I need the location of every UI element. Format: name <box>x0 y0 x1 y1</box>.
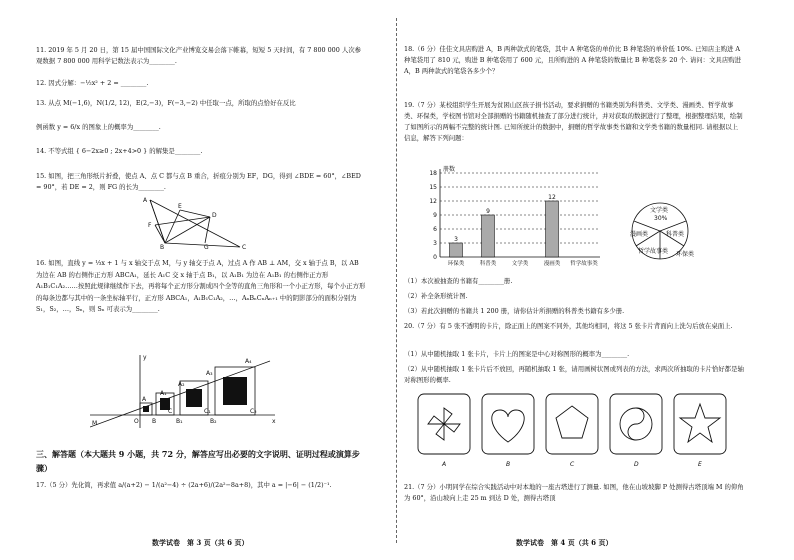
bar-chart-y-tick: 9 <box>433 212 437 219</box>
pie-chart <box>620 198 700 268</box>
question-13-line1: 13. 从点 M(−1,6)，N(1/2, 12)，E(2,−3)，F(−3,−2) 中任取一点，所取的点恰好在反比 <box>36 99 296 107</box>
question-15: 15. 如图，把三角形纸片折叠，使点 A、点 C 都与点 B 重合，折痕分别为 EF，DG，得到 ∠BDE = 60°，∠BED = 90°，若 DE = 2，则 FG 的长为________. <box>36 172 361 191</box>
fig15-label: D <box>212 212 217 219</box>
section-3-heading: 三、解答题（本大题共 9 小题，共 72 分，解答应写出必要的文字说明、证明过程或演算步骤） <box>36 449 360 473</box>
pie-label: 漫画类 <box>630 231 649 238</box>
bar-科普类 <box>482 215 495 257</box>
fig16-label: A₁ <box>160 390 167 397</box>
question-16: 16. 如图，直线 y = ⅓x + 1 与 x 轴交于点 M，与 y 轴交于点 A，过点 A 作 AB ⊥ AM，交 x 轴于点 B，以 AB 为边在 AB 的右侧作正方形 ABCA₁，延长 A₁C 交 x 轴于点 B₁，以 A₁B₁ 为边在 A₁B₁ 的右侧作正方形 A₁B₁C₁A₂……按照此规律继续作下去，再将每个正方形分割成四个全等的直角三角形和一个小正方形，每个小正方形的每条边都与其中的一条坐标轴平行，正方形 ABCA₁，A₁B₁C₁A₂，…，AₙBₙCₙAₙ₊₁ 中的阴影部分的面积分别为 S₁，S₂，…，Sₙ，则 Sₙ 可表示为________. <box>36 259 366 313</box>
fig15-label: A <box>143 197 148 204</box>
bar-chart-y-tick: 15 <box>429 184 437 191</box>
fig16-label: A₄ <box>245 358 252 365</box>
question-14: 14. 不等式组 { 6−2x≥0 ; 2x+4>0 } 的解集是________. <box>36 147 203 155</box>
question-11: 11. 2019 年 5 月 20 日，第 15 届中国国际文化产业博览交易会落下帷幕，短短 5 天时间，有 7 800 000 人次参观数据 7 800 000 用科学记数法表示为________. <box>36 46 362 65</box>
page-footer: 数学试卷 第 4 页（共 6 页） <box>516 538 613 547</box>
card-label: A <box>442 461 447 468</box>
card-label: C <box>570 461 575 468</box>
fig15-label: G <box>204 244 209 250</box>
fig15-label: F <box>148 222 152 229</box>
question-12: 12. 因式分解：−½x² + 2 = ________. <box>36 79 149 87</box>
question-19-sub3: （3）若此次捐赠的书籍共 1 200 册，请你估计所捐赠的科普类书籍有多少册. <box>404 307 625 315</box>
bar-chart-y-tick: 0 <box>433 254 437 261</box>
fig16-label: A₂ <box>178 381 185 388</box>
bar-环保类 <box>450 243 463 257</box>
bar-category-label: 文学类 <box>511 261 529 267</box>
card-label: E <box>698 461 702 468</box>
question-19: 19.（7 分）某校组织学生开展为贫困山区孩子捐书活动，要求捐赠的书籍类别为科普类、文学类、漫画类、哲学故事类、环保类，学校图书馆对全部捐赠的书籍随机抽查了部分进行统计，并对获取的数据进行了整理，根据整理结果，绘制了如图所示的两幅不完整的统计图. 已知所统计的数据中，捐赠的哲学故事类书籍和文学类书籍的数量相同. 请根据以上信息，解答下列问题： <box>404 101 743 142</box>
bar-chart <box>418 165 608 275</box>
fig16-label: A₃ <box>206 370 213 377</box>
pentagon-shape <box>556 406 588 438</box>
pie-percent: 30% <box>654 215 668 222</box>
question-20: 20.（7 分）有 5 张不透明的卡片，除正面上的图案不同外，其他均相同，将这 5 张卡片背面向上洗匀后放在桌面上. <box>404 322 733 330</box>
pinwheel-shape <box>428 408 460 440</box>
fig16-label: B <box>152 418 157 425</box>
pie-label: 哲学故事类 <box>638 248 669 255</box>
bar-漫画类 <box>546 201 559 257</box>
question-19-sub1: （1）本次被抽查的书籍有________册. <box>404 277 513 285</box>
bar-value-label: 3 <box>454 236 458 243</box>
pie-label: 环保类 <box>676 251 695 258</box>
fig16-label: C₂ <box>250 408 257 415</box>
fig16-label: C₁ <box>204 408 211 415</box>
card-b <box>482 394 534 454</box>
heart-shape <box>492 410 524 442</box>
question-13-line2: 例函数 y = 6/x 的图象上的概率为________. <box>36 123 161 131</box>
fig16-label: A <box>142 396 147 403</box>
squares-figure <box>90 353 280 431</box>
fig16-label: O <box>134 418 139 425</box>
fig16-label: B₁ <box>176 418 183 425</box>
pie-label: 科普类 <box>666 231 685 238</box>
question-20-sub2: （2）从中随机抽取 1 张卡片后不放回，再随机抽取 1 张，请用画树状图或列表的方法，求两次所抽取的卡片恰好都是轴对称图形的概率. <box>404 365 744 384</box>
bar-category-label: 科普类 <box>479 261 497 267</box>
bar-chart-y-tick: 6 <box>433 226 437 233</box>
question-21: 21.（7 分）小明同学在综合实践活动中对本地的一座古塔进行了测量. 如图，他在山坡坡脚 P 处测得古塔顶端 M 的仰角为 60°，沿山坡向上走 25 m 到达 D 处，测得古塔顶 <box>404 483 744 502</box>
fig16-label: M <box>92 420 98 427</box>
bar-chart-y-tick: 3 <box>433 240 437 247</box>
bar-category-label: 漫画类 <box>543 261 561 267</box>
bar-category-label: 环保类 <box>447 261 465 267</box>
bar-category-label: 哲学故事类 <box>570 261 598 267</box>
page-4 <box>398 0 794 560</box>
fig16-label: y <box>143 354 147 361</box>
fig15-label: B <box>160 244 165 250</box>
bar-value-label: 9 <box>486 208 490 215</box>
bar-value-label: 12 <box>548 194 556 201</box>
page-footer: 数学试卷 第 3 页（共 6 页） <box>152 538 249 547</box>
triangle-fold-figure <box>140 195 250 250</box>
pie-label: 文学类 <box>650 207 669 214</box>
fig16-label: C <box>168 408 173 415</box>
card-label: D <box>634 461 639 468</box>
card-c <box>546 394 598 454</box>
cards-row <box>416 392 736 470</box>
question-18: 18.（6 分）佳佳文具店购进 A，B 两种款式的笔袋，其中 A 种笔袋的单价比 B 种笔袋的单价低 10%. 已知店主购进 A 种笔袋用了 810 元，购进 B 种笔袋用了 600 元，且所购进的 A 种笔袋的数量比 B 种笔袋多 20 个. 请问：文具店购进 A，B 两种款式的笔袋各多少个？ <box>404 45 741 75</box>
fig15-label: E <box>178 203 182 210</box>
bar-chart-y-tick: 12 <box>429 198 437 205</box>
question-20-sub1: （1）从中随机抽取 1 张卡片，卡片上的图案是中心对称图形的概率为________. <box>404 350 630 358</box>
card-label: B <box>506 461 511 468</box>
fig16-label: x <box>272 418 276 425</box>
question-17: 17.（5 分）先化简，再求值 a/(a+2) − 1/(a²−4) ÷ (2a+6)/(2a²−8a+8)，其中 a = |−6| − (1/2)⁻¹. <box>36 481 332 489</box>
fig16-label: B₂ <box>210 418 217 425</box>
swirl-shape <box>620 408 652 440</box>
page-divider <box>396 18 397 543</box>
fig15-label: C <box>242 244 247 250</box>
bar-chart-y-label: 册数 <box>443 166 456 173</box>
star-shape <box>680 404 720 442</box>
question-19-sub2: （2）补全条形统计图. <box>404 292 468 300</box>
bar-chart-y-tick: 18 <box>429 170 437 177</box>
